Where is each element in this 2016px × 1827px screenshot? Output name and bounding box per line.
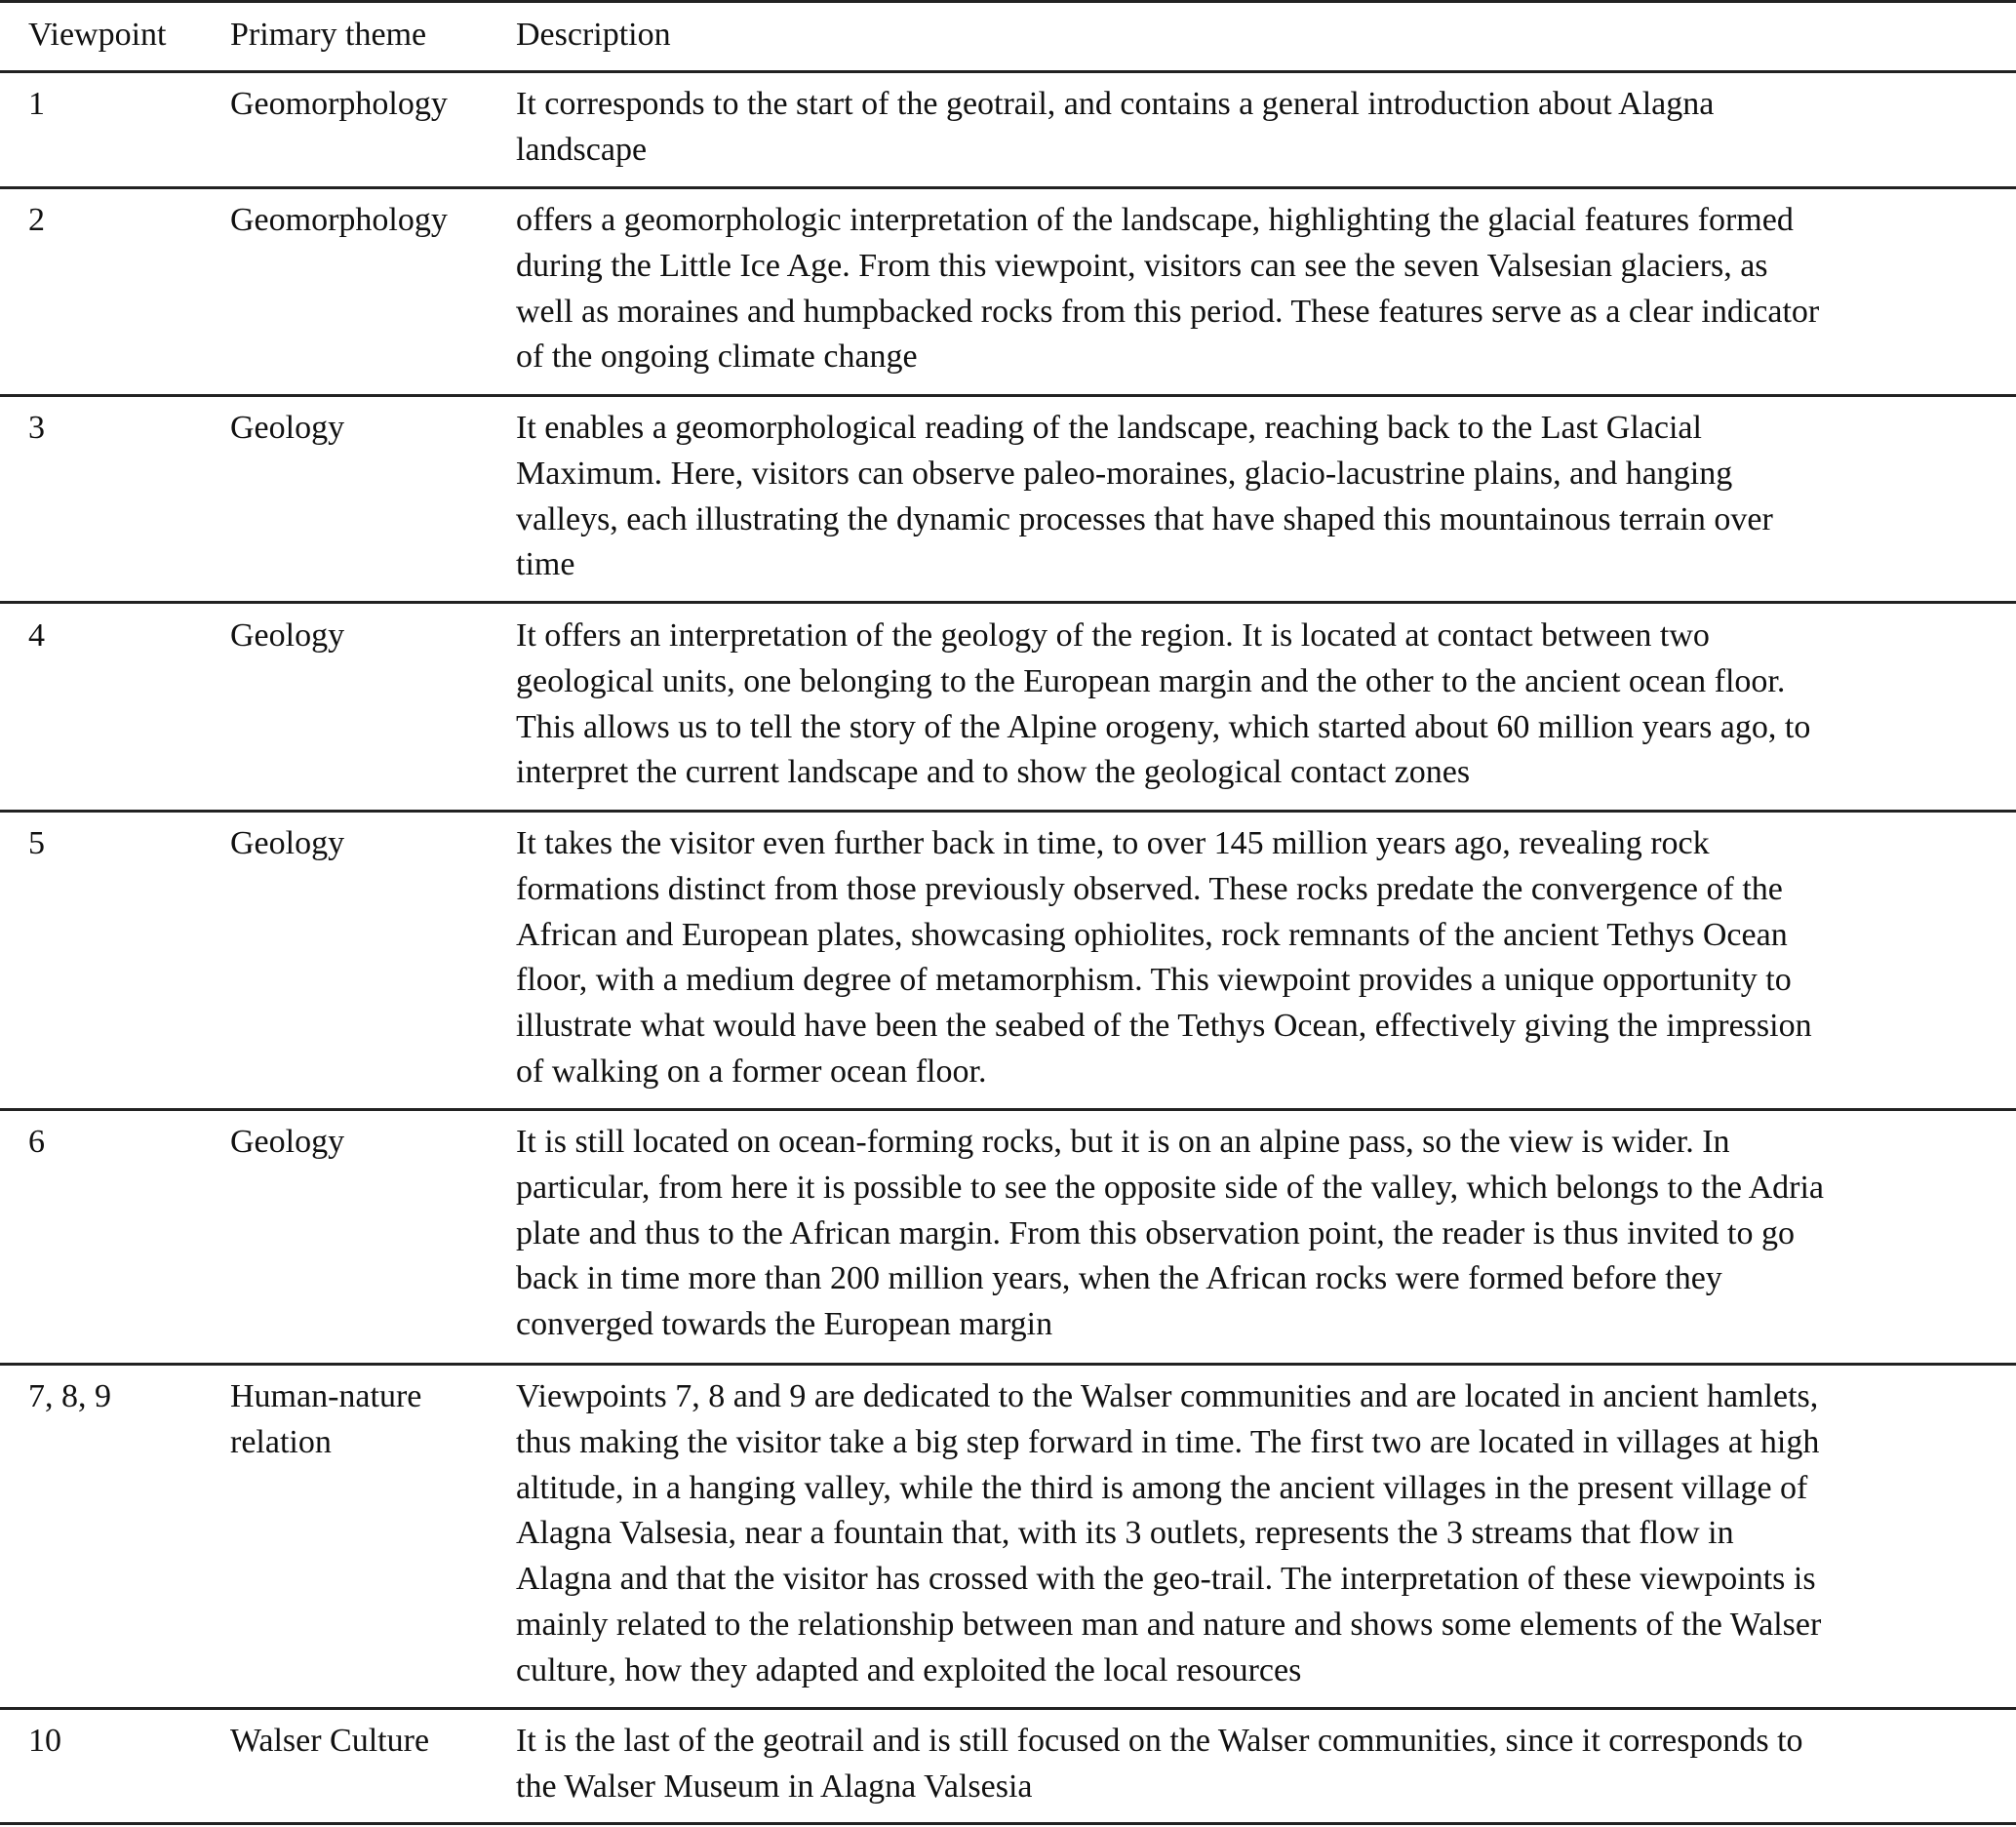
description-line: the Walser Museum in Alagna Valsesia (516, 1767, 1033, 1805)
description-line: altitude, in a hanging valley, while the third is among the ancient villages in the present village of (516, 1469, 1808, 1506)
description-line: floor, with a medium degree of metamorphism. This viewpoint provides a unique opportunity to (516, 962, 1792, 999)
description-line: time (516, 546, 575, 583)
viewpoint-cell: 1 (28, 86, 45, 122)
description-line: African and European plates, showcasing ophiolites, rock remnants of the ancient Tethys Ocean (516, 916, 1788, 953)
header-description: Description (516, 17, 671, 53)
row-rule (0, 1363, 2016, 1366)
description-cell (516, 614, 1810, 796)
description-line: particular, from here it is possible to see the opposite side of the valley, which belongs to the Adria (516, 1169, 1824, 1206)
theme-cell (230, 198, 448, 244)
description-line: interpret the current landscape and to show the geological contact zones (516, 754, 1471, 791)
header-primary-theme: Primary theme (230, 17, 427, 53)
description-line: thus making the visitor take a big step forward in time. The first two are located in villages at high (516, 1423, 1820, 1460)
theme-line: Human-nature (230, 1378, 422, 1414)
description-line: This allows us to tell the story of the Alpine orogeny, which started about 60 million years ago, to (516, 708, 1811, 745)
description-line: It corresponds to the start of the geotrail, and contains a general introduction about Alagna (516, 86, 1715, 122)
description-line: plate and thus to the African margin. From this observation point, the reader is thus invited to go (516, 1214, 1795, 1251)
viewpoint-cell: 4 (28, 617, 45, 654)
description-line: during the Little Ice Age. From this viewpoint, visitors can see the seven Valsesian glaciers, as (516, 247, 1768, 284)
theme-line: Geology (230, 410, 345, 446)
description-line: valleys, each illustrating the dynamic processes that have shaped this mountainous terrain over (516, 500, 1773, 537)
description-cell (516, 1374, 1821, 1694)
description-line: It enables a geomorphological reading of the landscape, reaching back to the Last Glacial (516, 410, 1702, 446)
row-rule (0, 1707, 2016, 1710)
description-line: culture, how they adapted and exploited the local resources (516, 1651, 1302, 1688)
description-line: formations distinct from those previously observed. These rocks predate the convergence of the (516, 870, 1783, 907)
description-cell (516, 198, 1819, 380)
theme-cell (230, 1719, 429, 1765)
row-rule (0, 601, 2016, 604)
theme-line: Walser Culture (230, 1723, 430, 1759)
theme-cell (230, 821, 344, 867)
viewpoint-cell: 10 (28, 1723, 61, 1759)
description-line: Alagna and that the visitor has crossed with the geo-trail. The interpretation of these viewpoints is (516, 1561, 1816, 1598)
description-line: Viewpoints 7, 8 and 9 are dedicated to the Walser communities and are located in ancient hamlets, (516, 1378, 1819, 1414)
description-line: well as moraines and humpbacked rocks from this period. These features serve as a clear indicator (516, 293, 1820, 330)
theme-cell (230, 82, 448, 128)
row-rule (0, 394, 2016, 397)
theme-line: Geomorphology (230, 86, 448, 122)
theme-cell (230, 614, 344, 659)
header-viewpoint: Viewpoint (28, 17, 167, 53)
row-rule (0, 186, 2016, 189)
description-line: It is still located on ocean-forming rocks, but it is on an alpine pass, so the view is wider. In (516, 1124, 1730, 1160)
viewpoint-cell: 5 (28, 825, 45, 861)
theme-cell (230, 1120, 344, 1166)
description-line: illustrate what would have been the seabed of the Tethys Ocean, effectively giving the impression (516, 1008, 1812, 1045)
table-bottom-rule (0, 1822, 2016, 1825)
description-cell (516, 82, 1714, 174)
theme-line: relation (230, 1423, 332, 1460)
description-line: It is the last of the geotrail and is still focused on the Walser communities, since it corresponds to (516, 1723, 1803, 1759)
theme-cell (230, 406, 344, 452)
description-line: offers a geomorphologic interpretation of the landscape, highlighting the glacial features formed (516, 202, 1794, 238)
description-cell (516, 1120, 1824, 1348)
description-line: It offers an interpretation of the geology of the region. It is located at contact between two (516, 617, 1710, 654)
description-line: of walking on a former ocean floor. (516, 1053, 987, 1090)
description-line: landscape (516, 131, 648, 168)
row-rule (0, 1108, 2016, 1111)
description-line: of the ongoing climate change (516, 338, 918, 376)
theme-line: Geology (230, 1124, 345, 1160)
theme-line: Geology (230, 617, 345, 654)
description-line: Maximum. Here, visitors can observe paleo-moraines, glacio-lacustrine plains, and hanging (516, 455, 1733, 492)
description-line: It takes the visitor even further back in time, to over 145 million years ago, revealing rock (516, 825, 1710, 861)
description-line: Alagna Valsesia, near a fountain that, with its 3 outlets, represents the 3 streams that flow in (516, 1515, 1734, 1552)
description-cell (516, 1719, 1803, 1810)
theme-line: Geomorphology (230, 202, 448, 238)
table-top-rule (0, 0, 2016, 3)
viewpoint-cell: 3 (28, 410, 45, 446)
viewpoint-cell: 7, 8, 9 (28, 1378, 111, 1414)
description-line: converged towards the European margin (516, 1306, 1053, 1343)
description-cell (516, 821, 1812, 1095)
header-bottom-rule (0, 70, 2016, 73)
description-line: mainly related to the relationship between man and nature and shows some elements of the Walser (516, 1606, 1822, 1643)
row-rule (0, 810, 2016, 813)
viewpoint-cell: 2 (28, 202, 45, 238)
description-line: back in time more than 200 million years, when the African rocks were formed before they (516, 1260, 1722, 1297)
description-line: geological units, one belonging to the European margin and the other to the ancient ocean floor. (516, 662, 1786, 699)
description-cell (516, 406, 1773, 588)
theme-line: Geology (230, 825, 345, 861)
theme-cell (230, 1374, 421, 1466)
viewpoint-cell: 6 (28, 1124, 45, 1160)
